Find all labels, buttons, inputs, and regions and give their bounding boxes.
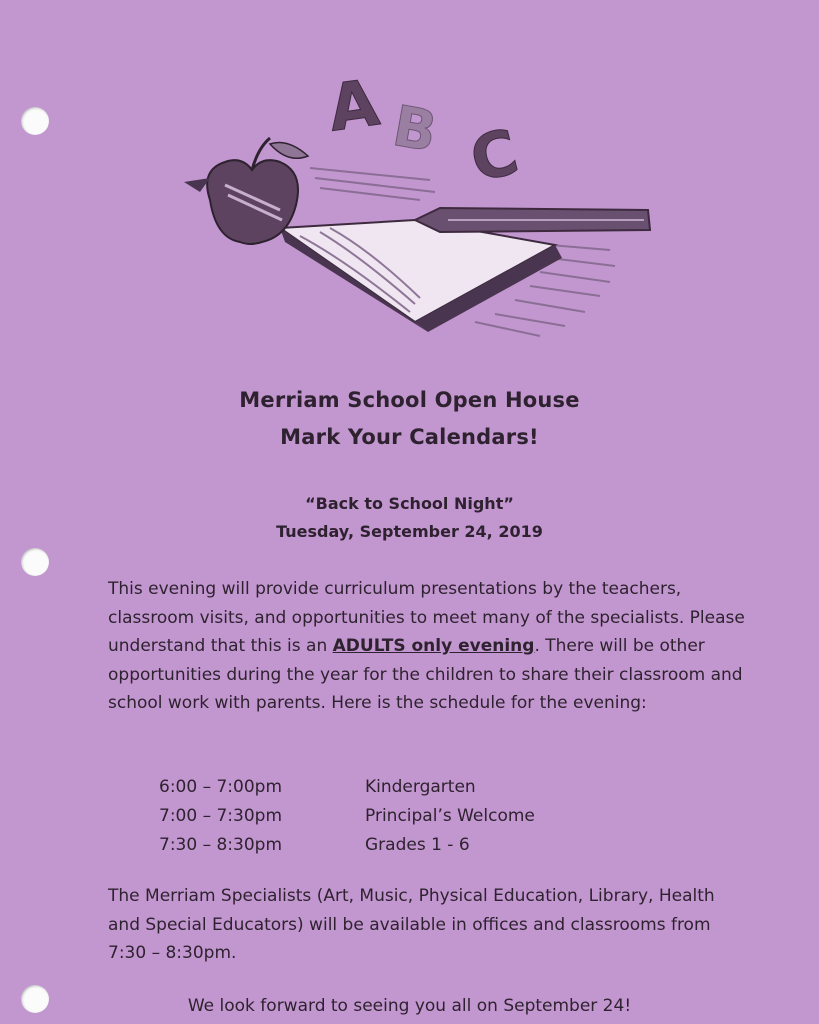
schedule-row <box>159 830 659 859</box>
intro-text-part2: . There will be other opportunities during the year for the children to share their classroom and school work with parents. Here is the schedule for the evening: <box>108 636 743 713</box>
pencil <box>415 208 650 232</box>
letter-c <box>463 115 525 197</box>
evening-schedule <box>159 772 659 859</box>
abc-book-clipart <box>170 60 670 360</box>
letter-b <box>388 94 441 165</box>
schedule-row <box>159 801 659 830</box>
schedule-activity: Principal’s Welcome <box>365 805 535 826</box>
letter-a <box>324 66 384 146</box>
svg-text:C: C <box>463 114 526 197</box>
schedule-time: 6:00 – 7:00pm <box>159 776 283 797</box>
intro-paragraph <box>108 575 748 718</box>
punch-hole-middle <box>21 548 49 576</box>
open-book <box>280 220 562 332</box>
svg-text:B: B <box>388 93 442 166</box>
closing-line: We look forward to seeing you all on September 24! <box>187 996 632 1016</box>
title-line-1: Merriam School Open House <box>239 388 580 412</box>
punch-hole-top <box>21 107 49 135</box>
schedule-time: 7:00 – 7:30pm <box>159 805 283 826</box>
schedule-row <box>159 772 659 801</box>
title-line-2: Mark Your Calendars! <box>280 425 539 449</box>
schedule-activity: Grades 1 - 6 <box>365 834 470 855</box>
schedule-activity: Kindergarten <box>365 776 476 797</box>
adults-only-emphasis: ADULTS only evening <box>332 636 535 656</box>
schedule-time: 7:30 – 8:30pm <box>159 834 283 855</box>
svg-text:A: A <box>324 66 384 147</box>
intro-text-part1: This evening will provide curriculum presentations by the teachers, classroom visits, and opportunities to meet many of the specialists. Please understand that this is an <box>108 579 745 656</box>
specialists-paragraph: The Merriam Specialists (Art, Music, Physical Education, Library, Health and Special Educators) will be available in offices and classrooms from 7:30 – 8:30pm. <box>108 886 715 963</box>
event-name: “Back to School Night” <box>305 494 514 513</box>
event-date: Tuesday, September 24, 2019 <box>276 522 543 541</box>
